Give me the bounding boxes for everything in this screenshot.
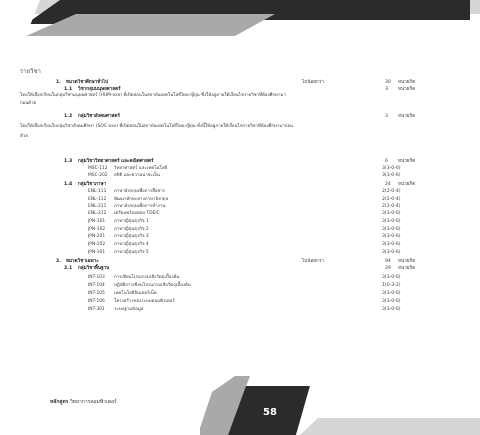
- row-unit: หน่วยกิต: [398, 87, 416, 92]
- header-decoration: [0, 0, 480, 52]
- row-title: กลุ่มวิชาสังคมศาสตร์: [78, 114, 120, 119]
- section-title: รายวิชา: [20, 68, 41, 75]
- course-code: JPN-201: [88, 234, 106, 239]
- course-name: เทคโนโลยีอินเทอร์เน็ต: [114, 291, 157, 296]
- course-code: ENL-111: [88, 189, 107, 194]
- row-credits: 3(3-0-6): [382, 291, 401, 296]
- row-title: หมวดวิชาศึกษาทั่วไป: [66, 80, 109, 85]
- row-credits: 24: [385, 182, 391, 187]
- course-code: INT-301: [88, 307, 105, 312]
- row-credits: 29: [385, 266, 391, 271]
- row-number: 2.1: [64, 266, 73, 271]
- row-credits: 3: [385, 87, 388, 92]
- row-credits: 3(3-0-6): [382, 166, 401, 171]
- course-name: พัฒนาทักษะทางภาษาอังกฤษ: [114, 197, 169, 202]
- row-credits: 2(2-0-4): [382, 197, 401, 202]
- footer-decoration: [0, 376, 480, 435]
- footer-label: [50, 399, 117, 405]
- row-credits: 3(3-0-6): [382, 227, 401, 232]
- row-title: หมวดวิชาเฉพาะ: [66, 259, 99, 264]
- row-condition: ไม่น้อยกว่า: [302, 80, 324, 85]
- course-code: JPN-101: [88, 219, 106, 224]
- row-title: กลุ่มวิชาวิทยาศาสตร์ และคณิตศาสตร์: [78, 159, 154, 164]
- course-code: INT-105: [88, 291, 105, 296]
- row-title: กลุ่มวิชาภาษา: [78, 182, 107, 187]
- footer-label-bold: หลักสูตร: [50, 399, 69, 405]
- row-credits: 3(3-0-6): [382, 211, 401, 216]
- header-left-cut: [0, 0, 40, 36]
- course-name: วิทยาศาสตร์ และเทคโนโลยี: [114, 166, 168, 171]
- note-social-cont: ด้วย: [20, 134, 28, 139]
- row-credits: 3(3-0-6): [382, 242, 401, 247]
- course-name: ภาษาอังกฤษเพื่อการสื่อสาร: [114, 189, 166, 194]
- row-credits: 3(3-0-6): [382, 307, 401, 312]
- course-code: JPN-301: [88, 250, 106, 255]
- row-number: 2.: [56, 259, 61, 264]
- course-code: INT-104: [88, 283, 105, 288]
- row-credits: 3(3-0-6): [382, 299, 401, 304]
- course-name: โครงสร้างของระบบคอมพิวเตอร์: [114, 299, 175, 304]
- row-unit: หน่วยกิต: [398, 182, 416, 187]
- row-number: 1.4: [64, 182, 73, 187]
- course-code: ENL-211: [88, 204, 107, 209]
- course-code: MSC-202: [88, 173, 108, 178]
- row-credits: 3(3-0-6): [382, 234, 401, 239]
- row-unit: หน่วยกิต: [398, 159, 416, 164]
- course-name: ภาษาญี่ปุ่นธุรกิจ 4: [114, 242, 149, 247]
- row-credits: 1(0-3-2): [382, 283, 401, 288]
- row-number: 1.: [56, 80, 61, 85]
- course-name: การเขียนโปรแกรมเชิงวัตถุเบื้องต้น: [114, 275, 180, 280]
- note-social: โดยให้เลือกเรียนในกลุ่มวิชาสังคมศึกษา (SOC-xxx) ที่เปิดสอนในสถาบันเทคโนโลยีไทย-ญี่ปุ่น ทั้งนี้ให้อยู่ภายใต้เงื่อนไขรายวิชาที่ต้องศึกษามาก่อน: [20, 124, 293, 129]
- footer-light-band: [300, 418, 480, 435]
- course-name: สถิติ และความน่าจะเป็น: [114, 173, 160, 178]
- row-credits: 3(3-0-6): [382, 250, 401, 255]
- course-code: ENL-212: [88, 211, 107, 216]
- course-name: ภาษาญี่ปุ่นธุรกิจ 3: [114, 234, 149, 239]
- row-unit: หน่วยกิต: [398, 266, 416, 271]
- row-condition: ไม่น้อยกว่า: [302, 259, 324, 264]
- course-code: MSC-112: [88, 166, 108, 171]
- course-code: JPN-202: [88, 242, 106, 247]
- course-name: ระบบฐานข้อมูล: [114, 307, 144, 312]
- course-name: เตรียมพร้อมสอบ TOEIC: [114, 211, 160, 216]
- note-humanities: โดยให้เลือกเรียนในกลุ่มวิชามนุษยศาสตร์ (HUM-xxx) ที่เปิดสอนในสถาบันเทคโนโลยีไทย-ญี่ปุ่น ซึ่งให้อยู่ภายใต้เงื่อนไขรายวิชาที่ต้องศึกษามา: [20, 93, 286, 98]
- row-unit: หน่วยกิต: [398, 114, 416, 119]
- row-credits: 2(2-0-4): [382, 204, 401, 209]
- row-credits: 30: [385, 80, 391, 85]
- row-credits: 3(3-0-6): [382, 219, 401, 224]
- row-credits: 94: [385, 259, 391, 264]
- row-number: 1.1: [64, 87, 73, 92]
- row-number: 1.3: [64, 159, 73, 164]
- course-name: ภาษาญี่ปุ่นธุรกิจ 2: [114, 227, 149, 232]
- row-credits: 2(2-0-4): [382, 189, 401, 194]
- page-number: 58: [263, 407, 277, 418]
- row-unit: หน่วยกิต: [398, 259, 416, 264]
- row-number: 1.2: [64, 114, 73, 119]
- note-humanities-cont: ก่อนด้วย: [20, 101, 37, 106]
- row-credits: 6: [385, 159, 388, 164]
- course-code: INT-106: [88, 299, 105, 304]
- course-name: ภาษาอังกฤษเพื่อการทำงาน: [114, 204, 166, 209]
- footer-label-rest: วิทยาการคอมพิวเตอร์: [68, 399, 117, 405]
- row-title: วิชากลุ่มมนุษยศาสตร์: [78, 87, 121, 92]
- row-credits: 3(3-0-6): [382, 173, 401, 178]
- course-code: JPN-102: [88, 227, 106, 232]
- course-code: INT-103: [88, 275, 105, 280]
- row-title: กลุ่มวิชาพื้นฐาน: [78, 266, 110, 271]
- course-code: ENL-112: [88, 197, 107, 202]
- course-name: ปฏิบัติการเขียนโปรแกรมเชิงวัตถุเบื้องต้น: [114, 283, 191, 288]
- row-unit: หน่วยกิต: [398, 80, 416, 85]
- row-credits: 3(3-0-6): [382, 275, 401, 280]
- course-name: ภาษาญี่ปุ่นธุรกิจ 5: [114, 250, 149, 255]
- row-credits: 3: [385, 114, 388, 119]
- course-name: ภาษาญี่ปุ่นธุรกิจ 1: [114, 219, 149, 224]
